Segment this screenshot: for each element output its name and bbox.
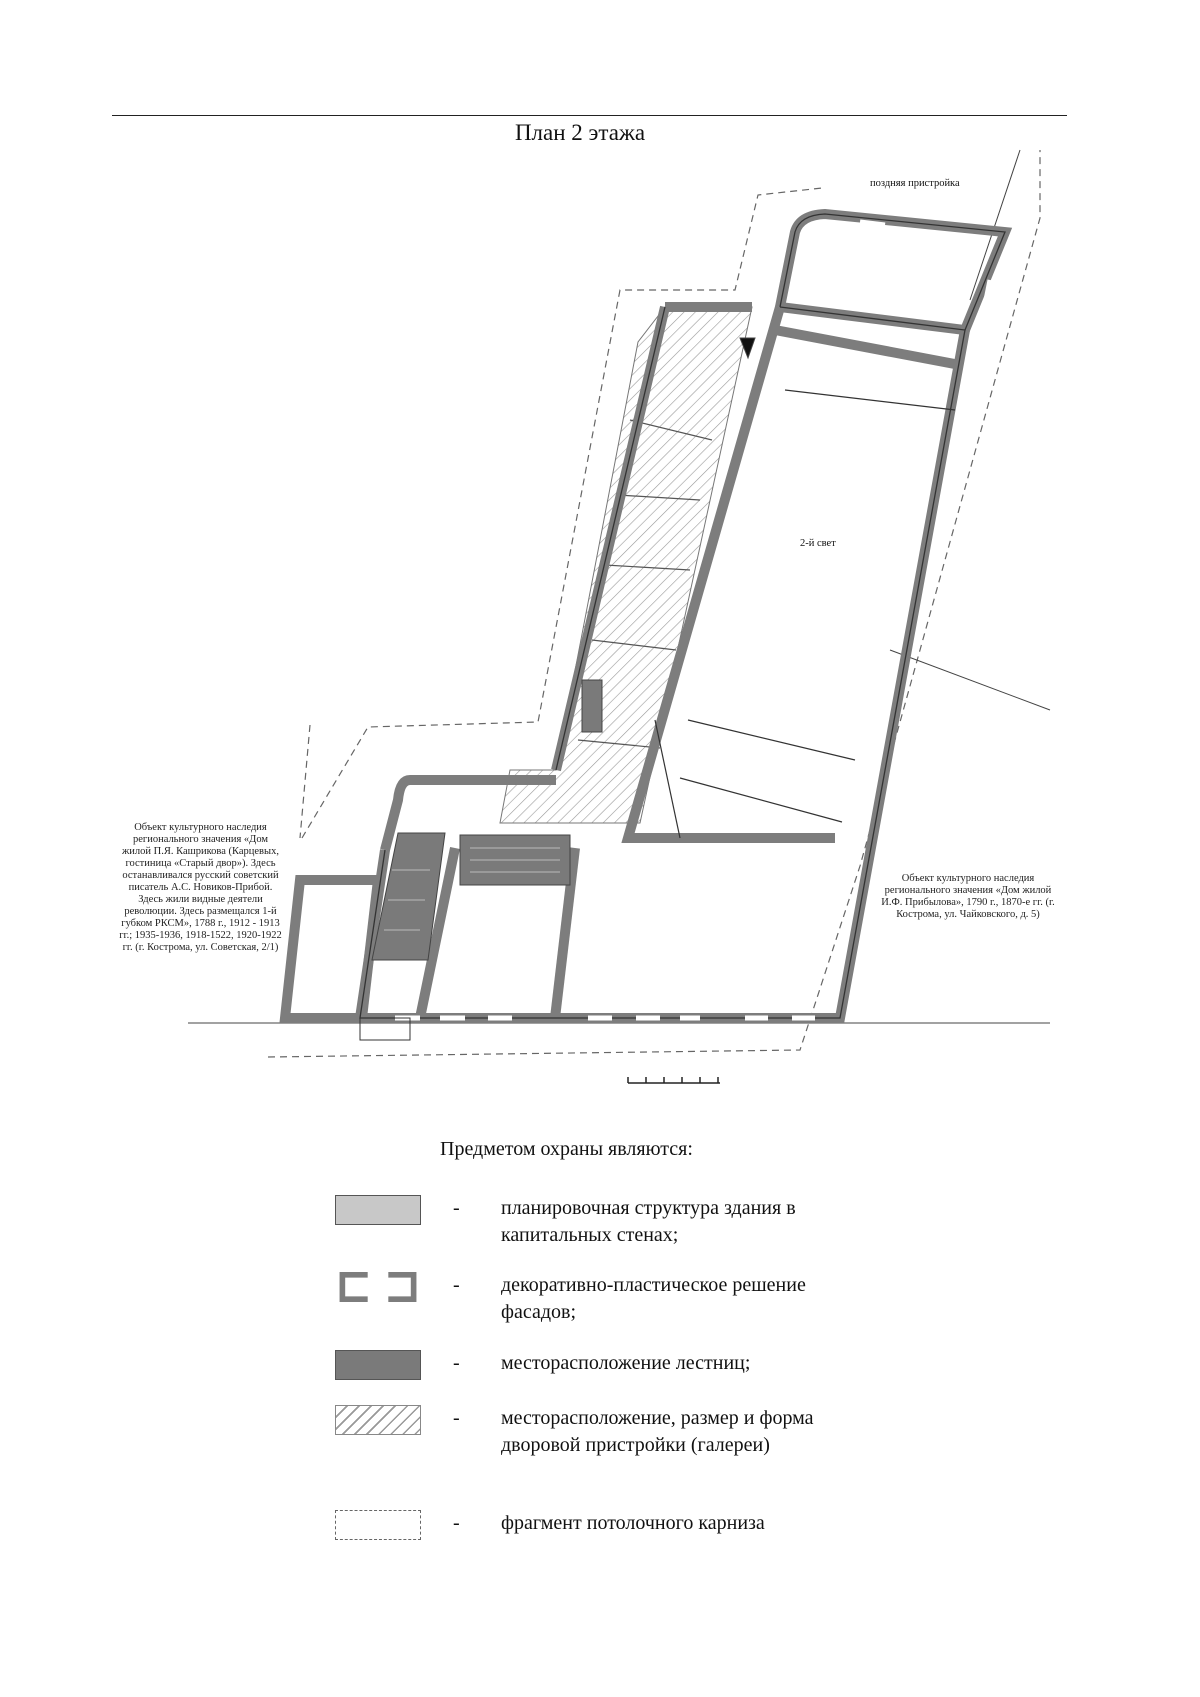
legend-text: месторасположение, размер и форма дворовой пристройки (галереи) bbox=[501, 1407, 814, 1456]
swatch-bracket-outline bbox=[335, 1272, 421, 1302]
swatch-dark-gray bbox=[335, 1350, 421, 1380]
legend-item-cornice bbox=[335, 1510, 875, 1570]
heritage-note-left: Объект культурного наследия регионального значения «Дом жилой П.Я. Кашрикова (Карцевых, гостиница «Старый двор»). Здесь останавливался русский советский писатель А.С. Новиков-Прибой. Здесь жили видные деятели революции. Здесь размещался 1-й губком РКСМ», 1788 г., 1912 - 1913 гг.; 1935-1936, 1918-1522, 1920-1922 гг. (г. Кострома, ул. Советская, 2/1) bbox=[119, 822, 282, 953]
label-late-annex: поздняя пристройка bbox=[870, 178, 960, 189]
legend-item-stairs bbox=[335, 1350, 875, 1410]
swatch-light-gray bbox=[335, 1195, 421, 1225]
stair-gallery bbox=[582, 680, 602, 732]
legend-dash: - bbox=[453, 1407, 460, 1429]
page-title: План 2 этажа bbox=[514, 120, 646, 145]
heritage-note-right: Объект культурного наследия регионального значения «Дом жилой И.Ф. Прибылова», 1790 г., 1870-е гг. (г. Кострома, ул. Чайковского, д. 5) bbox=[881, 873, 1055, 920]
legend-heading: Предметом охраны являются: bbox=[440, 1138, 693, 1160]
legend-item-facades bbox=[335, 1272, 875, 1332]
legend-item-gallery bbox=[335, 1405, 875, 1495]
legend-dash: - bbox=[453, 1197, 460, 1219]
legend-text: декоративно-пластическое решение фасадов; bbox=[501, 1274, 806, 1323]
legend-text: месторасположение лестниц; bbox=[501, 1352, 751, 1374]
legend-dash: - bbox=[453, 1512, 460, 1534]
legend-text: планировочная структура здания в капитальных стенах; bbox=[501, 1197, 796, 1246]
scale-bar bbox=[628, 1077, 720, 1083]
swatch-dashed-outline bbox=[335, 1510, 421, 1540]
label-second-light: 2-й свет bbox=[800, 538, 836, 549]
legend-item-plan-structure bbox=[335, 1195, 875, 1255]
legend-text: фрагмент потолочного карниза bbox=[501, 1512, 765, 1534]
legend-dash: - bbox=[453, 1352, 460, 1374]
legend-dash: - bbox=[453, 1274, 460, 1296]
gallery-annex-hatch bbox=[500, 307, 752, 823]
swatch-diagonal-hatch bbox=[335, 1405, 421, 1435]
